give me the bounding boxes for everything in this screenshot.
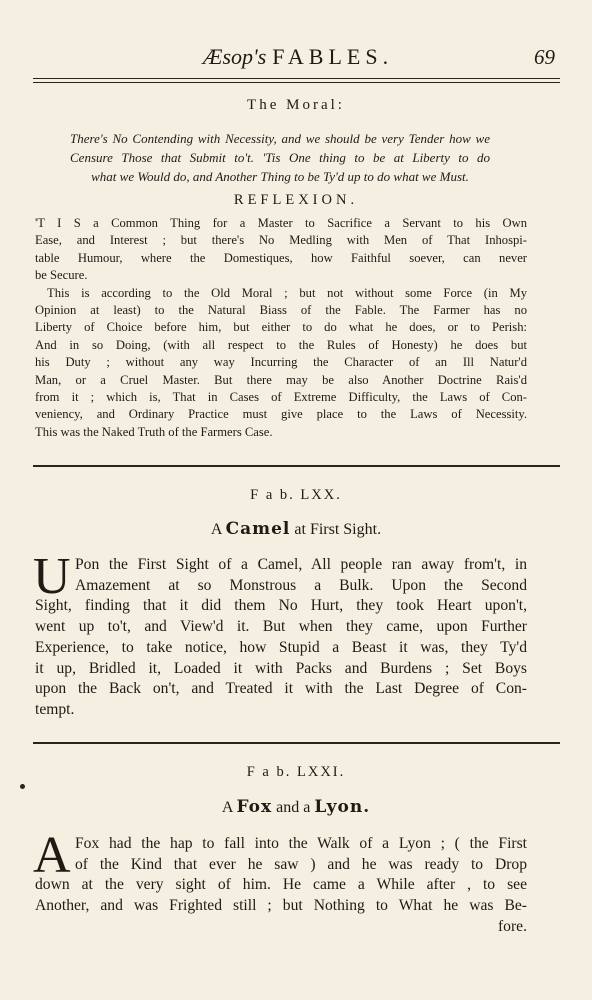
fable-line: down at the very sight of him. He came a While after , to see bbox=[35, 876, 527, 894]
fable-line: Another, and was Frighted still ; but Nothing to What he was Be- bbox=[35, 897, 527, 915]
running-head bbox=[33, 36, 563, 76]
fable-body bbox=[33, 827, 527, 938]
drop-cap: A bbox=[33, 827, 71, 884]
fable-line: of the Kind that ever he saw ) and he was ready to Drop bbox=[75, 855, 527, 873]
reflexion-line: And in so Doing, (with all respect to the Rules of Honesty) he does but bbox=[35, 337, 527, 352]
moral-text bbox=[70, 129, 490, 186]
fable-line: it up, Bridled it, Loaded it with Packs and Burdens ; Set Boys bbox=[35, 659, 527, 677]
reflexion-line: table Humour, where the Domestiques, how Faithful soever, can never bbox=[35, 250, 527, 265]
drop-cap: U bbox=[33, 548, 71, 605]
reflexion-line: This is according to the Old Moral ; but not without some Force (in My bbox=[47, 285, 527, 300]
fable-line: Sight, finding that it did them No Hurt, they took Heart upon't, bbox=[35, 597, 527, 615]
fable-title-subject: Fox bbox=[236, 797, 273, 817]
fable-line: tempt. bbox=[35, 700, 75, 718]
fable-line: upon the Back on't, and Treated it with the Last Degree of Con- bbox=[35, 680, 527, 698]
fable-line: fore. bbox=[497, 917, 527, 935]
reflexion-line: from it ; which is, That in Cases of Extreme Difficulty, the Laws of Con- bbox=[35, 390, 527, 405]
running-title-word: FABLES. bbox=[272, 44, 394, 69]
fable-title-subject-2: Lyon. bbox=[314, 797, 371, 817]
moral-line: what we Would do, and Another Thing to be Ty'd up to do what we Must. bbox=[91, 169, 469, 184]
running-title-author: Æsop's bbox=[202, 44, 267, 69]
reflexion-line: veniency, and Ordinary Practice must give place to the Laws of Necessity. bbox=[35, 407, 527, 422]
fable-title-prefix: A bbox=[221, 799, 237, 816]
reflexion-line: Ease, and Interest ; but there's No Medling with Men of That Inhospi- bbox=[35, 233, 527, 248]
page-number: 69 bbox=[534, 45, 555, 69]
reflexion-line: Man, or a Cruel Master. But there may be also Another Doctrine Rais'd bbox=[35, 372, 527, 387]
section-rule bbox=[33, 742, 560, 744]
fable-line: went up to't, and View'd it. But when they came, upon Further bbox=[35, 618, 527, 636]
running-title bbox=[33, 44, 563, 70]
reflexion-body bbox=[35, 215, 527, 441]
fable-title bbox=[0, 797, 592, 817]
fable-line: Fox had the hap to fall into the Walk of a Lyon ; ( the First bbox=[75, 835, 527, 852]
reflexion-line: 'T I S a Common Thing for a Master to Sacrifice a Servant to his Own bbox=[35, 216, 527, 230]
fable-title-suffix: at First Sight. bbox=[290, 521, 382, 538]
fable-title-prefix: A bbox=[210, 521, 226, 538]
fable-number: F a b. LXX. bbox=[250, 487, 342, 503]
moral-line: Censure Those that Submit to't. 'Tis One thing to be at Liberty to do bbox=[70, 150, 490, 165]
reflexion-line: Liberty of Choice before him, but either to do what he does, or to Perish: bbox=[35, 320, 527, 335]
fable-title bbox=[0, 519, 592, 539]
fable-number: F a b. LXXI. bbox=[246, 764, 346, 780]
reflexion-heading: REFLEXION. bbox=[233, 192, 359, 208]
reflexion-line: his Duty ; without any way Incurring the Character of an Ill Natur'd bbox=[35, 355, 527, 370]
fable-line: Experience, to take notice, how Stupid a Beast it was, they Ty'd bbox=[35, 638, 527, 656]
moral-line: There's No Contending with Necessity, and we should be very Tender how we bbox=[70, 131, 490, 146]
fable-line: Pon the First Sight of a Camel, All people ran away from't, in bbox=[75, 556, 527, 573]
fable-body bbox=[33, 548, 527, 721]
fable-title-subject: Camel bbox=[225, 519, 291, 539]
header-rule bbox=[33, 78, 560, 83]
reflexion-line: This was the Naked Truth of the Farmers Case. bbox=[35, 424, 273, 439]
reflexion-line: be Secure. bbox=[35, 268, 88, 283]
fable-line: Amazement at so Monstrous a Bulk. Upon the Second bbox=[75, 576, 527, 594]
section-rule bbox=[33, 465, 560, 467]
printers-mark bbox=[20, 784, 25, 789]
fable-title-middle: and a bbox=[272, 799, 315, 816]
reflexion-line: Opinion at least) to the Natural Biass of the Fable. The Farmer has no bbox=[35, 303, 527, 318]
moral-heading: The Moral: bbox=[247, 97, 345, 113]
